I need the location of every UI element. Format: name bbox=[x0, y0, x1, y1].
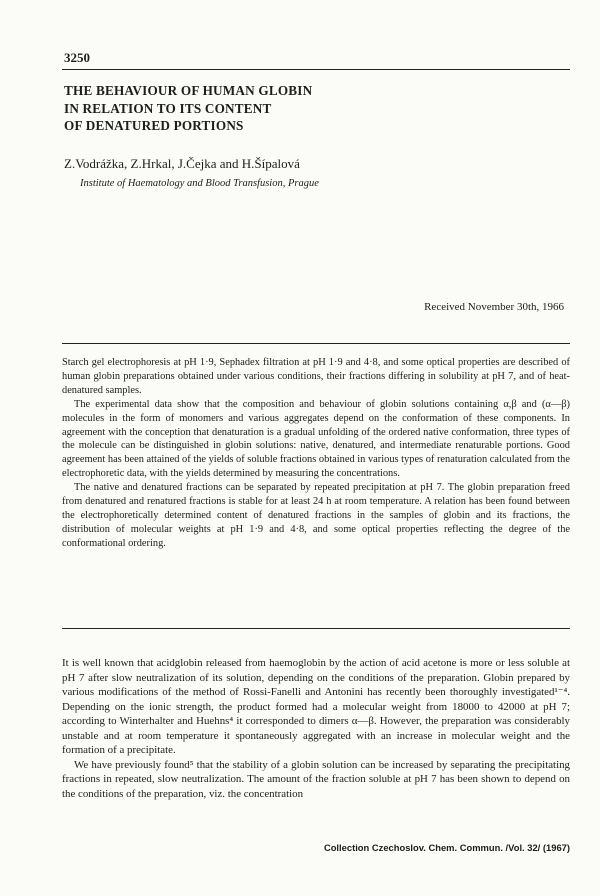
body-text bbox=[62, 656, 570, 801]
authors: Z.Vodrážka, Z.Hrkal, J.Čejka and H.Šípalová bbox=[64, 156, 300, 171]
article-title bbox=[64, 82, 484, 135]
abstract-paragraph: The experimental data show that the composition and behaviour of globin solutions containing α,β and (α—β) molecules in the form of monomers and various aggregates depend on the conformation of these components. In agreement with the conception that denaturation is a gradual unfolding of the ordered native conformation, three types of the molecule can be distinguished in globin solutions: native, denatured, and intermediate renaturable portions. Good agreement has been attained of the yields of soluble fractions obtained in various types of renaturation calculated from the electrophoretic data, with the yields determined by measuring the concentrations. bbox=[62, 398, 570, 480]
title-line: OF DENATURED PORTIONS bbox=[64, 118, 244, 133]
header-rule bbox=[62, 69, 570, 70]
abstract-top-rule bbox=[62, 343, 570, 344]
body-paragraph: We have previously found⁵ that the stability of a globin solution can be increased by separating the precipitating fractions in repeated, slow neutralization. The amount of the fraction soluble at pH 7 has been shown to depend on the conditions of the preparation, viz. the concentration bbox=[62, 758, 570, 800]
affiliation: Institute of Haematology and Blood Transfusion, Prague bbox=[80, 178, 319, 189]
title-line: THE BEHAVIOUR OF HUMAN GLOBIN bbox=[64, 83, 313, 98]
abstract-bottom-rule bbox=[62, 628, 570, 629]
received-date: Received November 30th, 1966 bbox=[424, 301, 564, 313]
abstract bbox=[62, 356, 570, 551]
journal-citation: Collection Czechoslov. Chem. Commun. /Vol. 32/ (1967) bbox=[323, 842, 570, 853]
title-line: IN RELATION TO ITS CONTENT bbox=[64, 100, 272, 116]
body-paragraph: It is well known that acidglobin released from haemoglobin by the action of acid acetone is more or less soluble at pH 7 after slow neutralization of its solution, depending on the conditions of the preparation. Globin prepared by various modifications of the method of Rossi-Fanelli and Antonini has recently been thoroughly investigated¹⁻⁴. Depending on the ionic strength, the product formed had a molecular weight from 18000 to 42000 at pH 7; according to Winterhalter and Huehns⁴ it corresponded to dimers α—β. However, the preparation was considerably unstable and at room temperature it spontaneously aggregated with an increase in molecular weight and the formation of a precipitate. bbox=[62, 657, 570, 756]
abstract-paragraph: Starch gel electrophoresis at pH 1·9, Sephadex filtration at pH 1·9 and 4·8, and some optical properties are described of human globin preparations obtained under various conditions, their fractions differing in solubility at pH 7, and of heat-denatured samples. bbox=[62, 357, 570, 396]
abstract-paragraph: The native and denatured fractions can be separated by repeated precipitation at pH 7. The globin preparation freed from denatured and renatured fractions is stable for at least 24 h at room temperature. A relation has been found between the electrophoretically determined content of denatured fractions in the samples of globin and its fractions, the distribution of molecular weights at pH 1·9 and 4·8, and some optical properties reflecting the degree of the conformational ordering. bbox=[62, 482, 570, 549]
page-number: 3250 bbox=[64, 50, 90, 65]
